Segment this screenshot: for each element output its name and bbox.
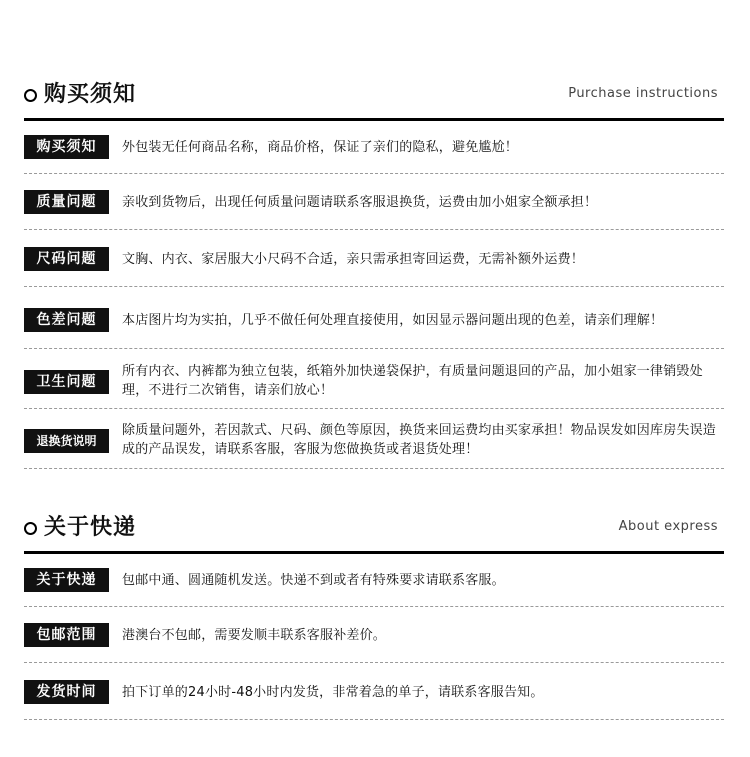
tag-return: 退换货说明 — [24, 429, 109, 453]
circle-icon — [24, 89, 37, 102]
express-header — [24, 511, 724, 554]
purchase-en-title: Purchase instructions — [568, 86, 718, 101]
express-title: 关于快递 — [44, 515, 137, 540]
purchase-section — [24, 78, 724, 457]
tag-size: 尺码问题 — [24, 247, 109, 271]
purchase-row-size — [24, 230, 724, 287]
tag-courier: 关于快递 — [24, 568, 109, 592]
express-row-courier — [24, 554, 724, 607]
tag-purchase-notice: 购买须知 — [24, 135, 109, 159]
circle-icon — [24, 522, 37, 535]
purchase-row-hygiene — [24, 349, 724, 409]
tag-quality: 质量问题 — [24, 190, 109, 214]
express-en-title: About express — [618, 519, 718, 534]
purchase-row-notice — [24, 121, 724, 174]
text-size: 文胸、内衣、家居服大小尺码不合适，亲只需承担寄回运费，无需补额外运费！ — [122, 252, 585, 267]
text-color: 本店图片均为实拍，几乎不做任何处理直接使用，如因显示器问题出现的色差，请亲们理解！ — [122, 313, 664, 328]
purchase-row-quality — [24, 174, 724, 230]
tag-time: 发货时间 — [24, 680, 109, 704]
express-section — [24, 511, 724, 700]
tag-range: 包邮范围 — [24, 623, 109, 647]
text-return: 除质量问题外，若因款式、尺码、颜色等原因，换货来回运费均由买家承担！物品误发如因库房失误造成的产品误发，请联系客服，客服为您做换货或者退货处理！ — [122, 423, 717, 457]
purchase-row-return — [24, 409, 724, 469]
text-courier: 包邮中通、圆通随机发送。快递不到或者有特殊要求请联系客服。 — [122, 573, 505, 588]
text-hygiene: 所有内衣、内裤都为独立包装，纸箱外加快递袋保护，有质量问题退回的产品，加小姐家一律销毁处理，不进行二次销售，请亲们放心！ — [122, 364, 703, 398]
text-time: 拍下订单的24小时-48小时内发货，非常着急的单子，请联系客服告知。 — [122, 685, 544, 700]
purchase-row-color — [24, 287, 724, 349]
text-range: 港澳台不包邮，需要发顺丰联系客服补差价。 — [122, 628, 387, 643]
text-quality: 亲收到货物后，出现任何质量问题请联系客服退换货，运费由加小姐家全额承担！ — [122, 195, 598, 210]
purchase-header — [24, 78, 724, 121]
tag-hygiene: 卫生问题 — [24, 370, 109, 394]
purchase-title: 购买须知 — [44, 82, 137, 107]
text-purchase-notice: 外包装无任何商品名称，商品价格，保证了亲们的隐私，避免尴尬！ — [122, 140, 519, 155]
express-row-range — [24, 607, 724, 663]
tag-color: 色差问题 — [24, 308, 109, 332]
express-row-time — [24, 663, 724, 720]
